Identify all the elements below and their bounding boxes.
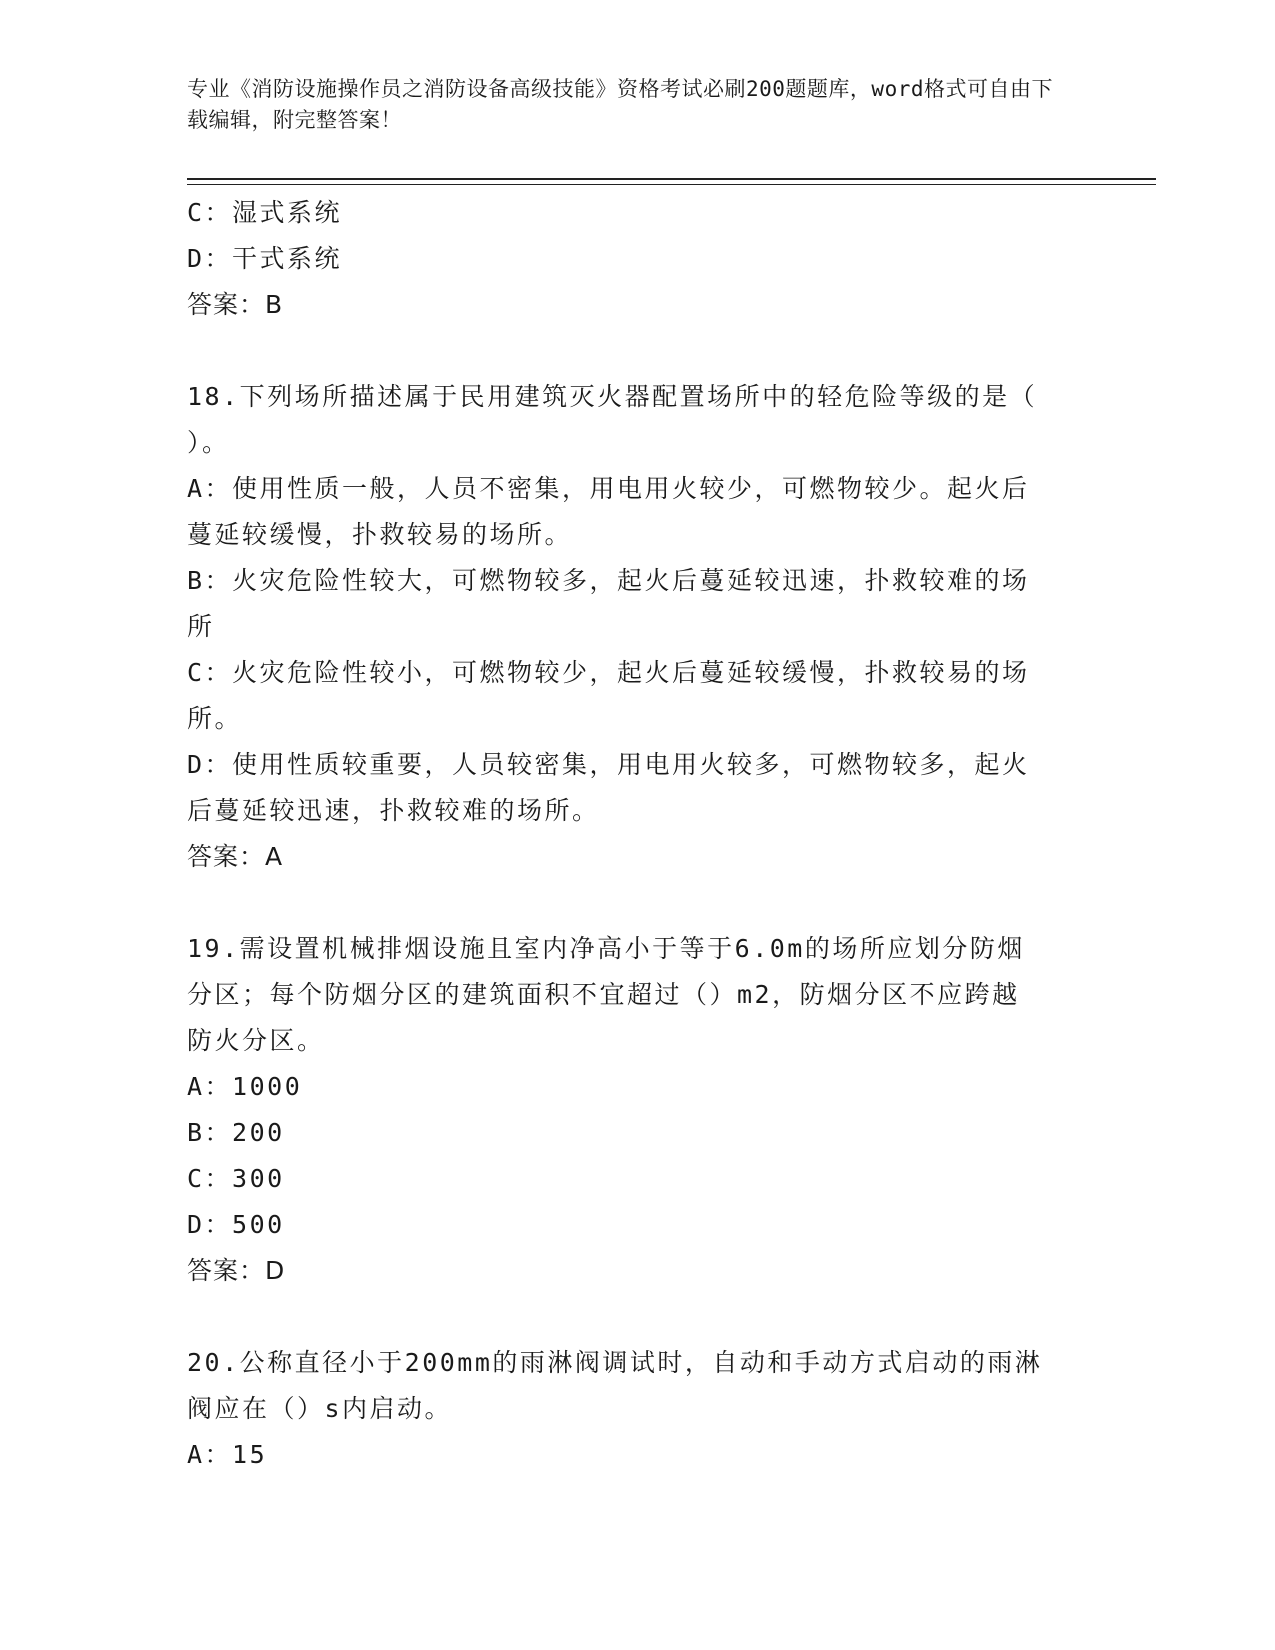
q17-option-c: C：湿式系统 (187, 198, 343, 227)
spacer (187, 880, 1087, 926)
q20-stem-line1: 20.公称直径小于200mm的雨淋阀调试时，自动和手动方式启动的雨淋 (187, 1348, 1043, 1377)
q19-stem-line1: 19.需设置机械排烟设施且室内净高小于等于6.0m的场所应划分防烟 (187, 934, 1025, 963)
q18-option-c-line2: 所。 (187, 704, 243, 733)
q18-option-c-line1: C：火灾危险性较小，可燃物较少，起火后蔓延较缓慢，扑救较易的场 (187, 658, 1030, 687)
q20-option-a: A：15 (187, 1440, 268, 1469)
q17-answer: 答案：B (187, 290, 284, 319)
header-rule-thick (187, 178, 1156, 180)
q19-option-d: D：500 (187, 1210, 285, 1239)
spacer (187, 1294, 1087, 1340)
q19-answer: 答案：D (187, 1256, 286, 1285)
question-content (187, 190, 1087, 1478)
q19-stem-line3: 防火分区。 (187, 1026, 325, 1055)
header-rule-thin (187, 184, 1156, 185)
q19-option-c: C：300 (187, 1164, 285, 1193)
page-header: 专业《消防设施操作员之消防设备高级技能》资格考试必刷200题题库，word格式可自由下载编辑，附完整答案！ (187, 77, 1053, 132)
spacer (187, 328, 1087, 374)
q19-option-b: B：200 (187, 1118, 285, 1147)
q18-option-b-line1: B：火灾危险性较大，可燃物较多，起火后蔓延较迅速，扑救较难的场 (187, 566, 1030, 595)
q18-answer: 答案：A (187, 842, 284, 871)
q18-stem-line1: 18.下列场所描述属于民用建筑灭火器配置场所中的轻危险等级的是（ (187, 382, 1038, 411)
q19-stem-line2: 分区；每个防烟分区的建筑面积不宜超过（）m2，防烟分区不应跨越 (187, 980, 1020, 1009)
q18-option-d-line1: D：使用性质较重要，人员较密集，用电用火较多，可燃物较多，起火 (187, 750, 1030, 779)
q18-option-d-line2: 后蔓延较迅速，扑救较难的场所。 (187, 796, 600, 825)
q17-option-d: D：干式系统 (187, 244, 343, 273)
q18-option-b-line2: 所 (187, 612, 215, 641)
q20-stem-line2: 阀应在（）s内启动。 (187, 1394, 453, 1423)
q18-option-a-line1: A：使用性质一般，人员不密集，用电用火较少，可燃物较少。起火后 (187, 474, 1030, 503)
q18-stem-line2: ）。 (187, 428, 230, 457)
q18-option-a-line2: 蔓延较缓慢，扑救较易的场所。 (187, 520, 573, 549)
q19-option-a: A：1000 (187, 1072, 303, 1101)
